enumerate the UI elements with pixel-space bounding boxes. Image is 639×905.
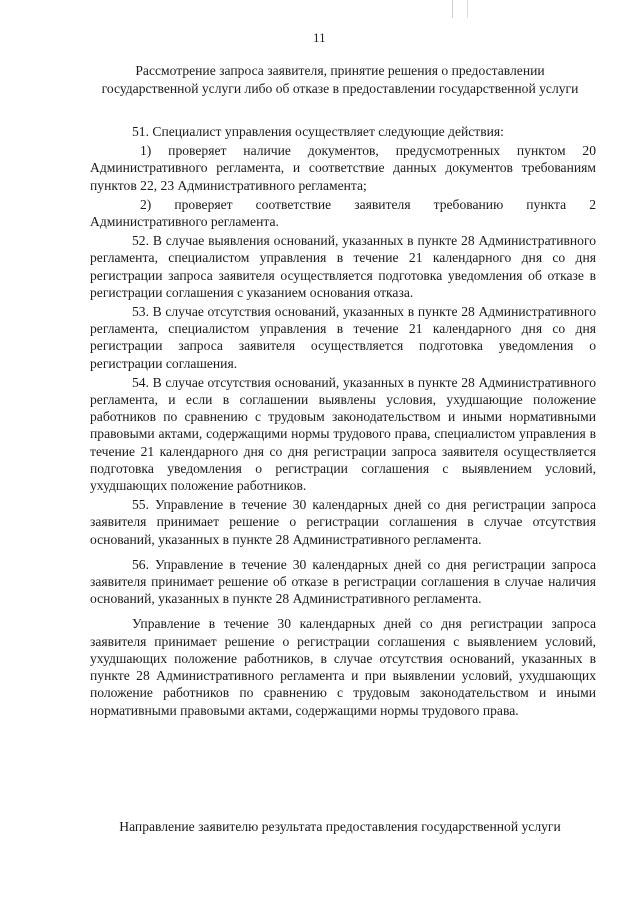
paragraph-decision: Управление в течение 30 календарных дней со дня регистрации запроса заявителя принимает решение о регистрации соглашения с выявлением условий, ухудшающих положение работников, в случае отсутствия оснований, указанных в пункте 28 Административного регламента и при выявлении условий, ухудшающих положение работников по сравнению с трудовым законодательством и иными нормативными правовыми актами, содержащими нормы трудового права.	[90, 616, 596, 718]
page-number: 11	[313, 31, 326, 45]
paragraph-51-item-2: 2) проверяет соответствие заявителя требованию пункта 2 Административного регламента.	[90, 196, 596, 230]
paragraph-52: 52. В случае выявления оснований, указанных в пункте 28 Административного регламента, специалистом управления в течение 21 календарного дня со дня регистрации запроса заявителя осуществляется подготовка уведомления об отказе в регистрации соглашения с указанием основания отказа.	[90, 233, 596, 300]
paragraph-55: 55. Управление в течение 30 календарных дней со дня регистрации запроса заявителя принимает решение о регистрации соглашения в случае отсутствия оснований, указанных в пункте 28 Административного регламента.	[90, 497, 596, 547]
paragraph-51: 51. Специалист управления осуществляет следующие действия:	[132, 124, 504, 139]
scan-edge-mark	[452, 0, 468, 18]
paragraph-56: 56. Управление в течение 30 календарных дней со дня регистрации запроса заявителя принимает решение об отказе в регистрации соглашения в случае наличия оснований, указанных в пункте 28 Административного регламента.	[90, 556, 596, 607]
paragraph-54: 54. В случае отсутствия оснований, указанных в пункте 28 Административного регламента, и если в соглашении выявлены условия, ухудшающие положение работников по сравнению с трудовым законодательством и иными нормативными правовыми актами, содержащими нормы трудового права, специалистом управления в течение 21 календарного дня со дня регистрации запроса заявителя осуществляется подготовка уведомления о регистрации соглашения с выявлением условий, ухудшающих положение работников.	[90, 374, 596, 494]
document-body	[90, 123, 596, 719]
paragraph-51-item-1: 1) проверяет наличие документов, предусмотренных пунктом 20 Административного регламента, и соответствие данных документов требованиям пунктов 22, 23 Административного регламента;	[90, 143, 596, 193]
section-heading-review: Рассмотрение запроса заявителя, принятие решения о предоставлении государственной услуги либо об отказе в предоставлении государственной услуги	[101, 63, 579, 96]
section-heading-result: Направление заявителю результата предоставления государственной услуги	[119, 819, 561, 834]
paragraph-53: 53. В случае отсутствия оснований, указанных в пункте 28 Административного регламента, специалистом управления в течение 21 календарного дня со дня регистрации запроса заявителя осуществляется подготовка уведомления о регистрации соглашения.	[90, 304, 596, 371]
